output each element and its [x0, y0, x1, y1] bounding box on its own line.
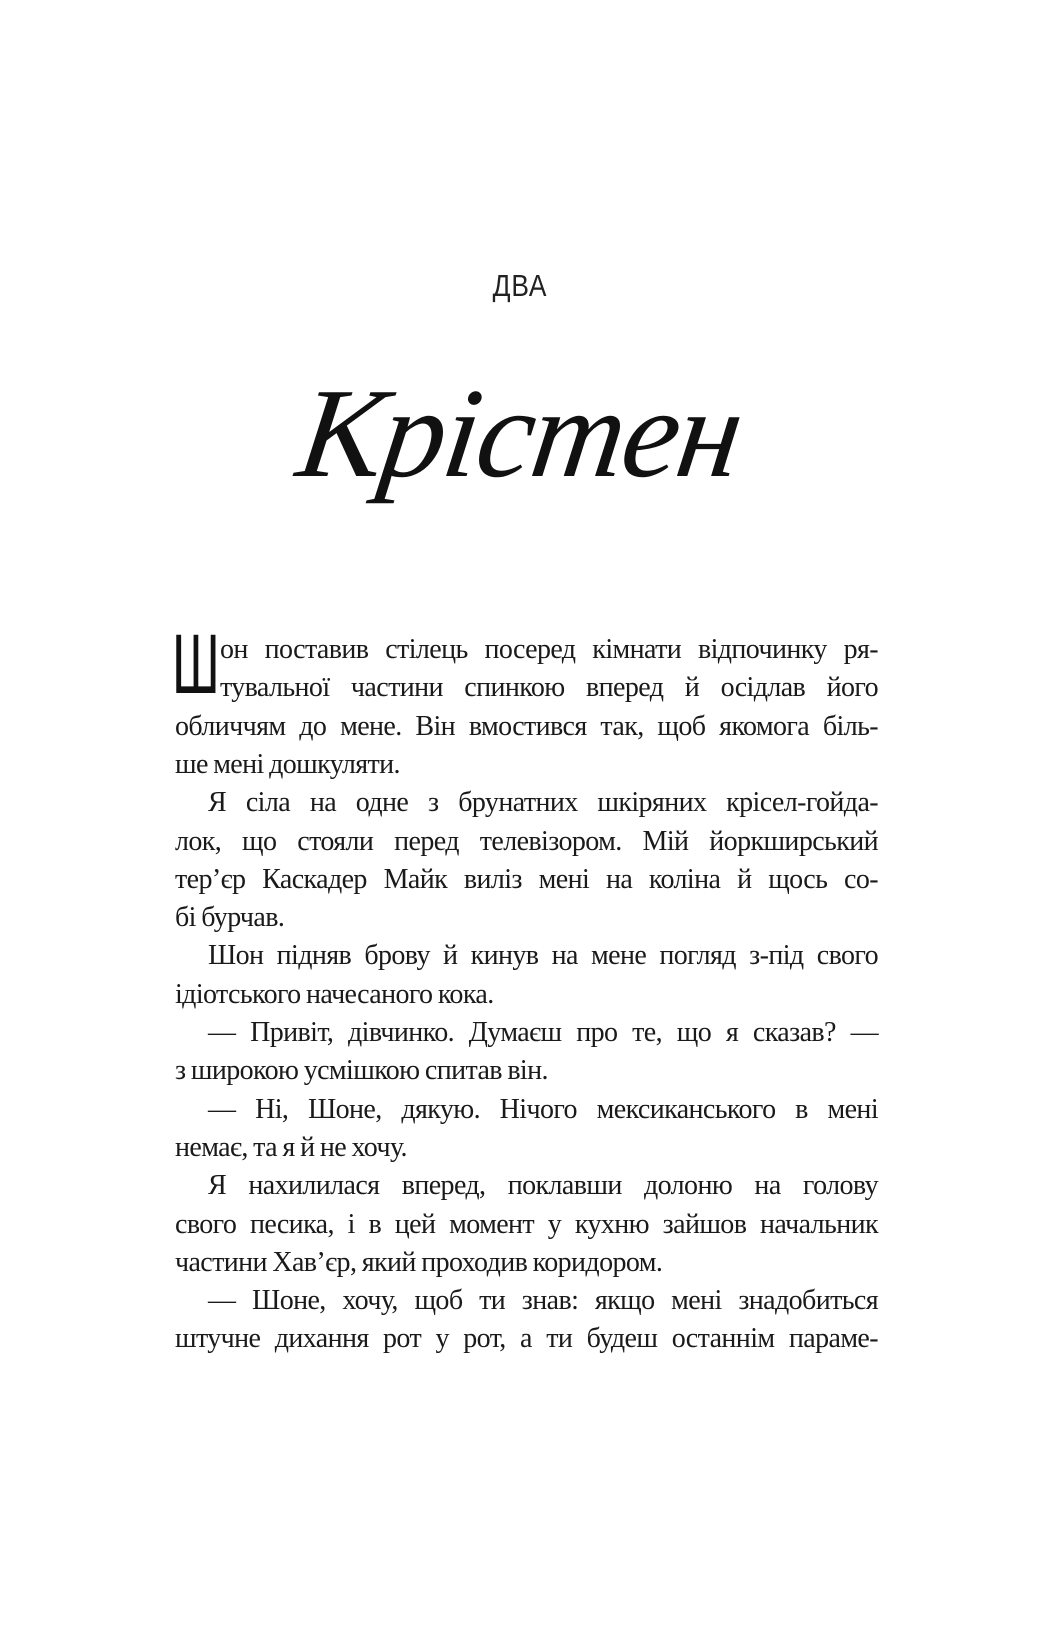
- text-line: штучне дихання рот у рот, а ти будеш останнім параме-: [175, 1323, 878, 1355]
- text-line: — Ні, Шоне, дякую. Нічого мексиканського в мені: [208, 1093, 878, 1125]
- text-line: ідіотського начесаного кока.: [175, 978, 494, 1010]
- text-line: — Привіт, дівчинко. Думаєш про те, що я сказав? —: [208, 1017, 878, 1048]
- drop-cap: Ш: [172, 617, 220, 711]
- text-line: Я нахилилася вперед, поклавши долоню на голову: [208, 1170, 878, 1202]
- text-line: — Шоне, хочу, щоб ти знав: якщо мені знадобиться: [208, 1285, 878, 1317]
- text-line: обличчям до мене. Він вмостився так, щоб якомога біль-: [175, 710, 878, 742]
- text-line: Я сіла на одне з брунатних шкіряних крісел-гойда-: [208, 787, 878, 819]
- text-line: немає, та я й не хочу.: [175, 1131, 407, 1163]
- chapter-title: Крістен: [290, 362, 751, 504]
- text-line: свого песика, і в цей момент у кухню зайшов начальник: [175, 1208, 878, 1240]
- text-line: тувальної частини спинкою вперед й осідлав його: [220, 672, 878, 704]
- text-line: тер’єр Каскадер Майк виліз мені на коліна й щось со-: [175, 863, 878, 895]
- text-line: Шон підняв брову й кинув на мене погляд з-під свого: [208, 940, 878, 972]
- text-line: бі бурчав.: [175, 902, 285, 934]
- text-line: частини Хав’єр, який проходив коридором.: [175, 1246, 663, 1278]
- text-line: ше мені дошкуляти.: [175, 748, 400, 780]
- text-line: з широкою усмішкою спитав він.: [175, 1055, 548, 1087]
- text-line: лок, що стояли перед телевізором. Мій йоркширський: [175, 825, 878, 857]
- chapter-number: ДВА: [492, 268, 548, 303]
- text-line: он поставив стілець посеред кімнати відпочинку ря-: [220, 634, 878, 665]
